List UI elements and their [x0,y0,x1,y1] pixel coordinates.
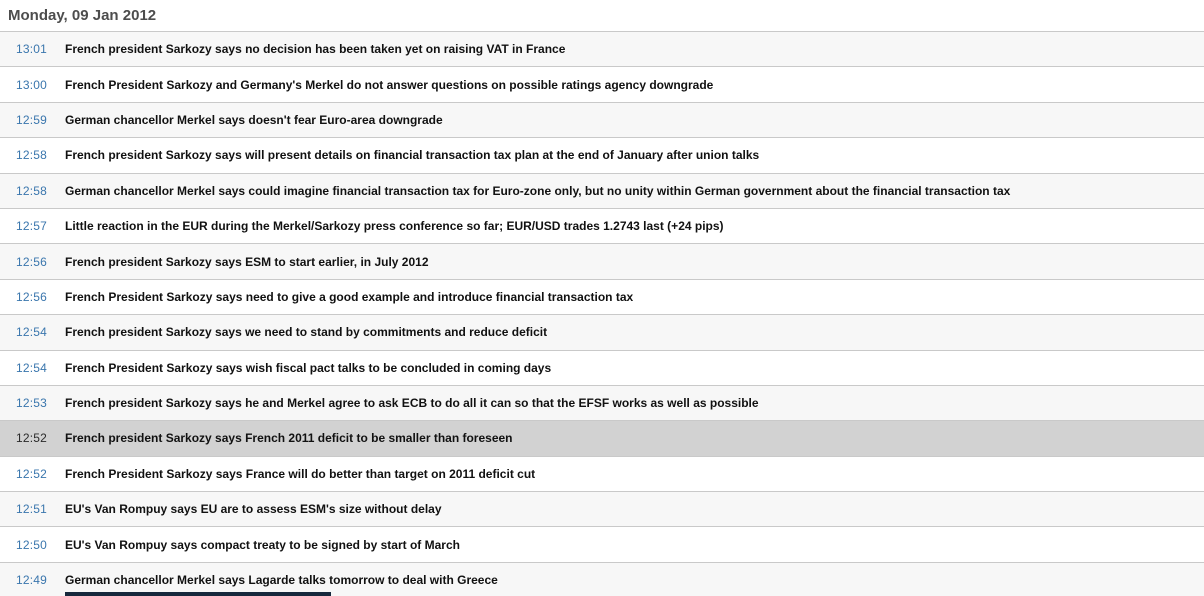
row-time: 12:58 [16,148,48,163]
row-headline: French President Sarkozy says need to give a good example and introduce financial transaction tax [65,289,634,304]
row-headline: French president Sarkozy says he and Merkel agree to ask ECB to do all it can so that the EFSF works as well as possible [65,396,759,411]
row-time: 12:49 [16,573,48,588]
row-headline: Little reaction in the EUR during the Merkel/Sarkozy press conference so far; EUR/USD trades 1.2743 last (+24 pips) [65,219,724,234]
row-time: 12:56 [16,289,48,304]
news-row[interactable] [0,562,1204,596]
row-headline: French President Sarkozy says wish fiscal pact talks to be concluded in coming days [65,360,552,375]
row-headline: French president Sarkozy says French 2011 deficit to be smaller than foreseen [65,431,513,446]
row-headline: German chancellor Merkel says doesn't fear Euro-area downgrade [65,112,443,127]
row-time: 12:51 [16,502,48,517]
row-headline: French president Sarkozy says ESM to start earlier, in July 2012 [65,254,429,269]
row-time: 12:50 [16,537,48,552]
row-headline: French president Sarkozy says will present details on financial transaction tax plan at the end of January after union talks [65,148,760,163]
row-time: 12:57 [16,219,48,234]
news-row[interactable] [0,31,1204,66]
news-row[interactable] [0,208,1204,243]
news-row[interactable] [0,279,1204,314]
row-time: 13:01 [16,42,48,57]
row-headline: French president Sarkozy says we need to stand by commitments and reduce deficit [65,325,548,340]
row-headline: French President Sarkozy says France will do better than target on 2011 deficit cut [65,466,536,481]
row-time: 12:52 [16,466,48,481]
row-headline: German chancellor Merkel says could imagine financial transaction tax for Euro-zone only, but no unity within German government about the financial transaction tax [65,183,1011,198]
news-row[interactable] [0,314,1204,349]
row-headline: French President Sarkozy and Germany's Merkel do not answer questions on possible ratings agency downgrade [65,77,714,92]
news-row[interactable] [0,137,1204,172]
row-headline: EU's Van Rompuy says compact treaty to be signed by start of March [65,537,460,552]
news-row[interactable] [0,173,1204,208]
news-row[interactable] [0,526,1204,561]
row-time: 12:54 [16,325,48,340]
news-row[interactable] [0,456,1204,491]
row-headline: French president Sarkozy says no decision has been taken yet on raising VAT in France [65,42,566,57]
row-headline: German chancellor Merkel says Lagarde talks tomorrow to deal with Greece [65,573,498,588]
news-row[interactable] [0,350,1204,385]
news-row[interactable] [0,102,1204,137]
news-row[interactable] [0,420,1204,455]
news-feed-list [0,31,1204,596]
row-time: 12:56 [16,254,48,269]
news-row[interactable] [0,243,1204,278]
row-time: 12:58 [16,183,48,198]
cutoff-next-item-bar [65,592,331,596]
date-header: Monday, 09 Jan 2012 [0,0,1204,31]
row-time: 12:53 [16,396,48,411]
row-time: 12:52 [16,431,48,446]
row-time: 12:59 [16,112,48,127]
news-row[interactable] [0,491,1204,526]
row-time: 12:54 [16,360,48,375]
row-headline: EU's Van Rompuy says EU are to assess ESM's size without delay [65,502,442,517]
news-row[interactable] [0,385,1204,420]
news-row[interactable] [0,66,1204,101]
row-time: 13:00 [16,77,48,92]
